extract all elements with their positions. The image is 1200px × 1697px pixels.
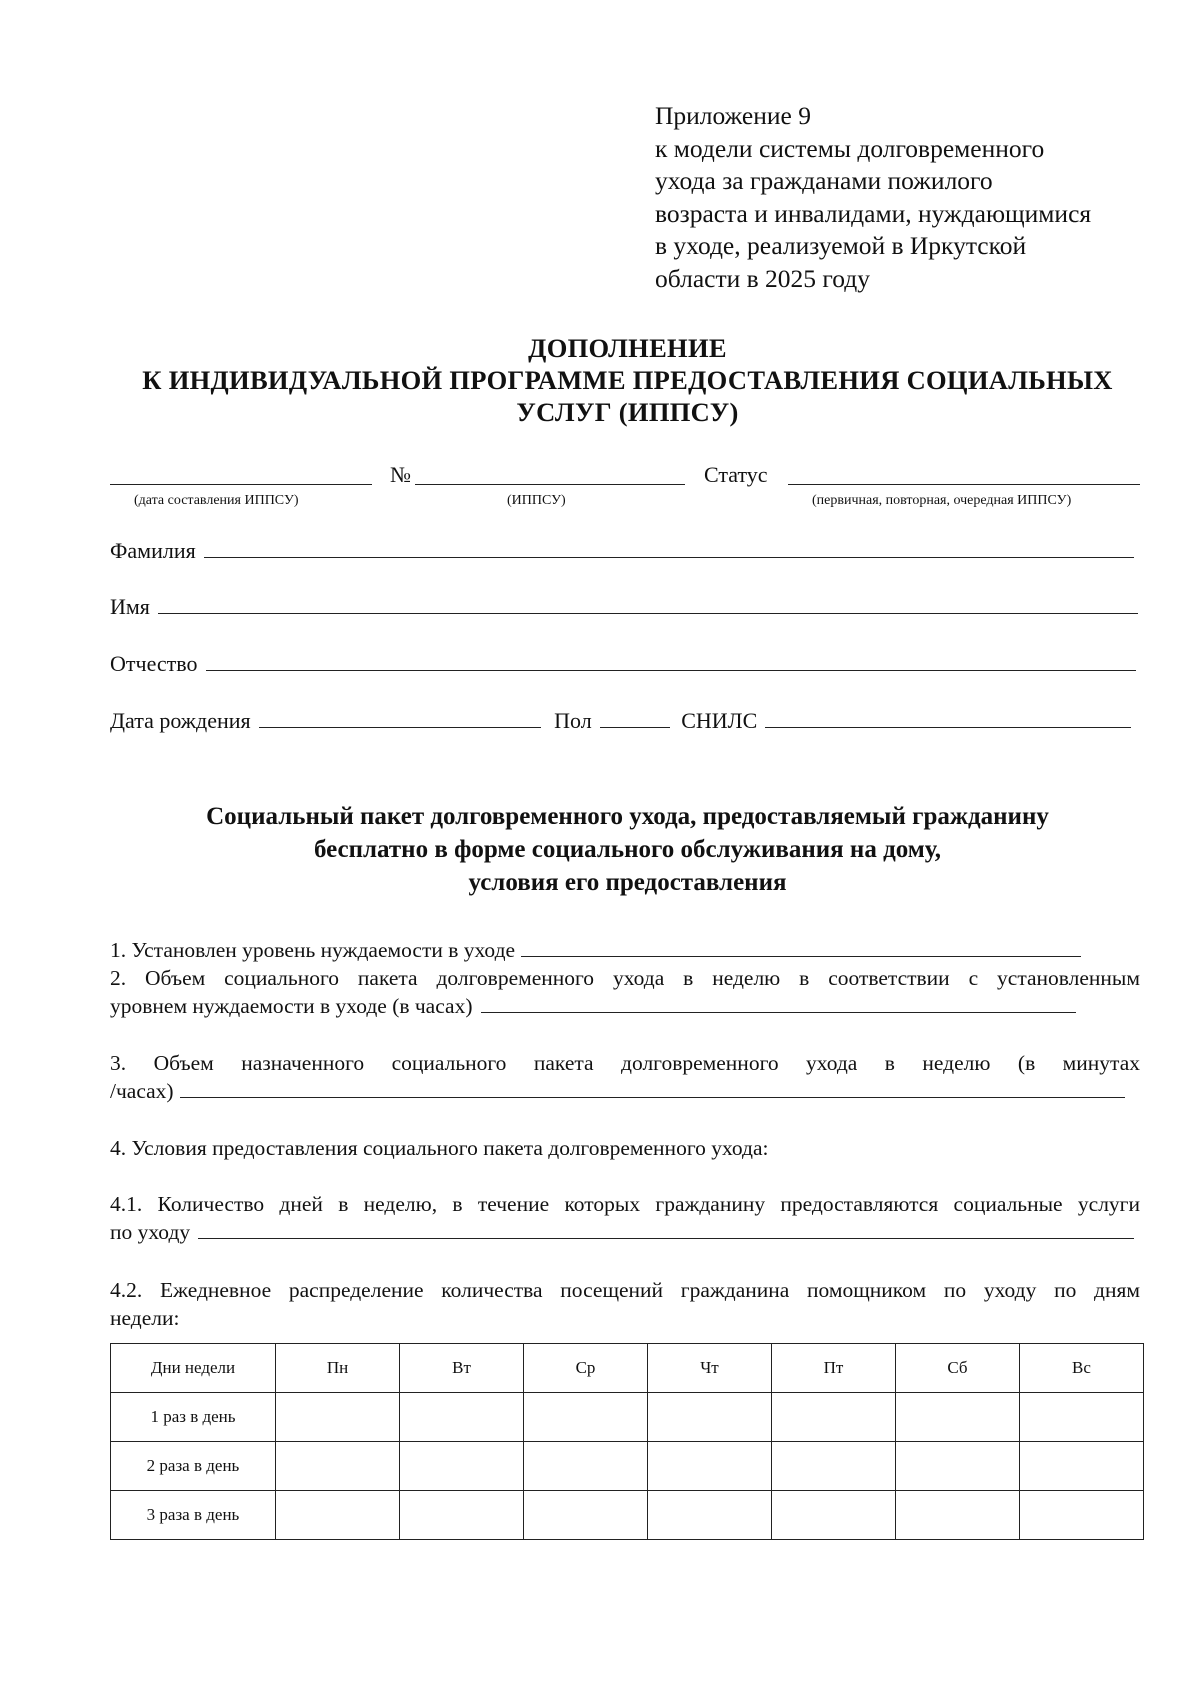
patronymic-label: Отчество — [110, 651, 198, 676]
table-cell[interactable] — [648, 1491, 772, 1540]
table-cell[interactable] — [400, 1491, 524, 1540]
number-field[interactable] — [415, 462, 685, 485]
number-caption: (ИППСУ) — [507, 493, 566, 508]
title-line: К ИНДИВИДУАЛЬНОЙ ПРОГРАММЕ ПРЕДОСТАВЛЕНИЯ СОЦИАЛЬНЫХ — [142, 365, 1113, 395]
patronymic-field[interactable] — [206, 650, 1136, 671]
birthdate-field[interactable] — [259, 707, 541, 728]
table-cell[interactable] — [896, 1393, 1020, 1442]
table-cell[interactable] — [524, 1393, 648, 1442]
ippsu-header-row — [110, 462, 1140, 492]
status-label: Статус — [704, 462, 768, 487]
table-cell[interactable] — [524, 1491, 648, 1540]
row-label: 1 раз в день — [111, 1393, 276, 1442]
item-4-1-text: по уходу — [110, 1220, 191, 1244]
row-label: 2 раза в день — [111, 1442, 276, 1491]
table-cell[interactable] — [1020, 1393, 1144, 1442]
birth-row — [110, 707, 1131, 734]
table-cell[interactable] — [648, 1393, 772, 1442]
table-cell[interactable] — [400, 1442, 524, 1491]
appendix-line: к модели системы долговременного — [655, 133, 1045, 163]
item-3-text: /часах) — [110, 1079, 174, 1103]
appendix-line: ухода за гражданами пожилого — [655, 166, 993, 196]
table-cell[interactable] — [772, 1442, 896, 1491]
table-cell[interactable] — [400, 1393, 524, 1442]
days-per-week-field[interactable] — [198, 1220, 1134, 1239]
table-header-row — [111, 1344, 1144, 1393]
weekly-hours-field[interactable] — [481, 994, 1076, 1013]
item-2-text: уровнем нуждаемости в уходе (в часах) — [110, 994, 473, 1018]
name-row — [110, 593, 1138, 620]
item-2-line-1: 2. Объем социального пакета долговременного ухода в неделю в соответствии с установленным — [110, 966, 1140, 990]
sex-label: Пол — [554, 708, 592, 733]
surname-row — [110, 537, 1134, 564]
table-cell[interactable] — [896, 1442, 1020, 1491]
table-header-cell: Вс — [1020, 1344, 1144, 1393]
table-cell[interactable] — [524, 1442, 648, 1491]
section-title-line: условия его предоставления — [468, 869, 787, 896]
item-3-line-2 — [110, 1077, 1140, 1105]
status-field[interactable] — [788, 462, 1140, 485]
document-title — [100, 332, 1155, 428]
status-caption: (первичная, повторная, очередная ИППСУ) — [812, 493, 1072, 508]
table-header-cell: Чт — [648, 1344, 772, 1393]
appendix-note — [655, 100, 1091, 296]
name-label: Имя — [110, 594, 150, 619]
section-title-line: Социальный пакет долговременного ухода, предоставляемый гражданину — [206, 803, 1049, 830]
table-cell[interactable] — [772, 1393, 896, 1442]
item-4-1-line-2 — [110, 1218, 1140, 1246]
appendix-line: Приложение 9 — [655, 101, 811, 130]
need-level-field[interactable] — [521, 938, 1081, 957]
table-header-cell: Сб — [896, 1344, 1020, 1393]
item-4-1-line-1: 4.1. Количество дней в неделю, в течение которых гражданину предоставляются социальные услуги — [110, 1192, 1140, 1216]
appendix-line: области в 2025 году — [655, 263, 870, 293]
title-line: УСЛУГ (ИППСУ) — [516, 397, 739, 427]
visits-table — [110, 1343, 1144, 1540]
section-title — [100, 800, 1155, 899]
table-cell[interactable] — [1020, 1442, 1144, 1491]
number-label: № — [390, 462, 411, 487]
surname-label: Фамилия — [110, 538, 196, 563]
table-header-cell: Пн — [276, 1344, 400, 1393]
item-4-2-line-2: недели: — [110, 1306, 180, 1330]
item-4-2-line-1: 4.2. Ежедневное распределение количества посещений гражданина помощником по уходу по дням — [110, 1278, 1140, 1302]
table-cell[interactable] — [648, 1442, 772, 1491]
item-4: 4. Условия предоставления социального пакета долговременного ухода: — [110, 1136, 769, 1160]
table-cell[interactable] — [1020, 1491, 1144, 1540]
surname-field[interactable] — [204, 537, 1134, 558]
table-row — [111, 1442, 1144, 1491]
table-header-cell: Дни недели — [111, 1344, 276, 1393]
snils-label: СНИЛС — [681, 708, 758, 733]
item-3-line-1: 3. Объем назначенного социального пакета долговременного ухода в неделю (в минутах — [110, 1051, 1140, 1075]
table-row — [111, 1393, 1144, 1442]
table-header-cell: Пт — [772, 1344, 896, 1393]
appendix-line: возраста и инвалидами, нуждающимися — [655, 198, 1092, 228]
row-label: 3 раза в день — [111, 1491, 276, 1540]
table-cell[interactable] — [772, 1491, 896, 1540]
table-header-cell: Вт — [400, 1344, 524, 1393]
table-cell[interactable] — [276, 1393, 400, 1442]
item-1 — [110, 936, 1140, 964]
snils-field[interactable] — [765, 707, 1131, 728]
title-line: ДОПОЛНЕНИЕ — [528, 333, 727, 363]
section-title-line: бесплатно в форме социального обслуживания на дому, — [313, 836, 942, 863]
item-2-line-2 — [110, 992, 1140, 1020]
date-field[interactable] — [110, 462, 372, 485]
birthdate-label: Дата рождения — [110, 708, 251, 733]
patronymic-row — [110, 650, 1136, 677]
table-header-cell: Ср — [524, 1344, 648, 1393]
item-1-text: 1. Установлен уровень нуждаемости в уходе — [110, 938, 516, 962]
sex-field[interactable] — [600, 707, 670, 728]
assigned-volume-field[interactable] — [180, 1079, 1125, 1098]
table-cell[interactable] — [276, 1442, 400, 1491]
appendix-line: в уходе, реализуемой в Иркутской — [655, 231, 1027, 261]
table-cell[interactable] — [276, 1491, 400, 1540]
date-caption: (дата составления ИППСУ) — [134, 493, 299, 508]
table-row — [111, 1491, 1144, 1540]
table-cell[interactable] — [896, 1491, 1020, 1540]
name-field[interactable] — [158, 593, 1138, 614]
